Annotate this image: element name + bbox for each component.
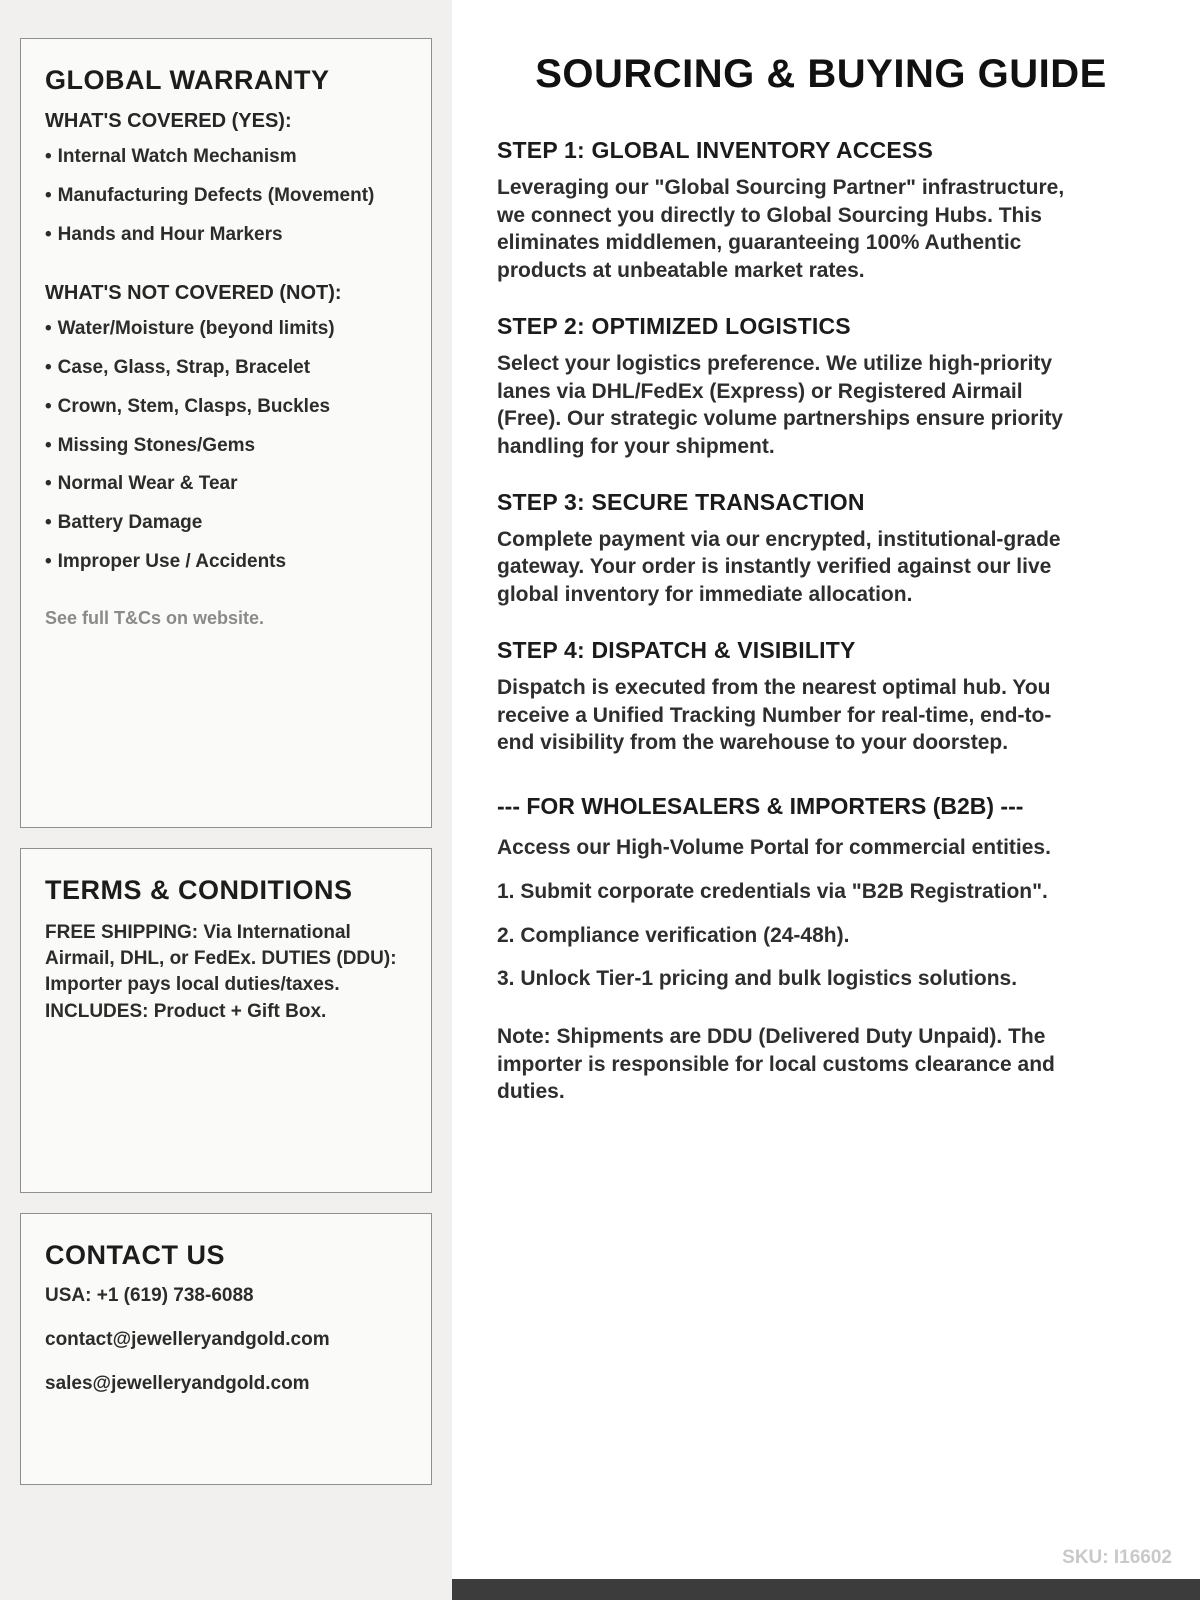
list-item xyxy=(45,395,407,419)
list-item xyxy=(45,472,407,496)
not-covered-item-text: Crown, Stem, Clasps, Buckles xyxy=(57,395,331,417)
bullet-icon: • xyxy=(45,512,52,533)
step-2-heading: STEP 2: OPTIMIZED LOGISTICS xyxy=(497,312,851,339)
contact-email: contact@jewelleryandgold.com xyxy=(45,1329,330,1350)
covered-item-text: Hands and Hour Markers xyxy=(57,223,283,245)
b2b-item-1: 1. Submit corporate credentials via "B2B Registration". xyxy=(497,879,1048,903)
step-4-heading: STEP 4: DISPATCH & VISIBILITY xyxy=(497,636,856,663)
bullet-icon: • xyxy=(45,550,52,572)
step-3-heading: STEP 3: SECURE TRANSACTION xyxy=(497,488,865,515)
bullet-icon: • xyxy=(45,223,52,245)
list-item xyxy=(45,434,407,458)
bullet-icon: • xyxy=(45,357,52,378)
b2b-heading: --- FOR WHOLESALERS & IMPORTERS (B2B) --- xyxy=(497,793,1024,820)
terms-body: FREE SHIPPING: Via International Airmail, DHL, or FedEx. DUTIES (DDU): Importer pays local duties/taxes. INCLUDES: Product + Gift Box. xyxy=(45,922,397,1022)
list-item xyxy=(45,550,407,574)
not-covered-item-text: Normal Wear & Tear xyxy=(57,473,238,495)
list-item xyxy=(45,511,407,535)
step-3 xyxy=(497,489,1097,609)
bullet-icon: • xyxy=(45,395,52,417)
not-covered-item-text: Water/Moisture (beyond limits) xyxy=(57,318,335,340)
contact-email-sales: sales@jewelleryandgold.com xyxy=(45,1373,310,1394)
warranty-title: GLOBAL WARRANTY xyxy=(45,65,330,95)
terms-title: TERMS & CONDITIONS xyxy=(45,875,353,905)
terms-card xyxy=(20,848,432,1193)
b2b-item-3: 3. Unlock Tier-1 pricing and bulk logistics solutions. xyxy=(497,967,1018,991)
step-3-body: Complete payment via our encrypted, institutional-grade gateway. Your order is instantly verified against our live global inventory for immediate allocation. xyxy=(497,527,1061,607)
sku-label: SKU: I16602 xyxy=(1062,1547,1172,1568)
step-1-body: Leveraging our "Global Sourcing Partner" infrastructure, we connect you directly to Global Sourcing Hubs. This eliminates middlemen, guaranteeing 100% Authentic products at unbeatable market rates. xyxy=(497,176,1065,283)
list-item xyxy=(45,223,407,247)
not-covered-item-text: Case, Glass, Strap, Bracelet xyxy=(57,357,311,378)
bullet-icon: • xyxy=(45,146,52,167)
contact-phone: USA: +1 (619) 738-6088 xyxy=(45,1285,254,1306)
b2b-section xyxy=(497,793,1145,1106)
bullet-icon: • xyxy=(45,184,52,206)
step-4-body: Dispatch is executed from the nearest optimal hub. You receive a Unified Tracking Number for real-time, end-to-end visibility from the warehouse to your doorstep. xyxy=(497,675,1052,755)
sidebar xyxy=(0,0,452,1600)
covered-item-text: Manufacturing Defects (Movement) xyxy=(57,184,375,206)
step-1 xyxy=(497,137,1097,285)
step-2 xyxy=(497,313,1097,461)
guide-section xyxy=(452,0,1200,1547)
contact-title: CONTACT US xyxy=(45,1240,225,1270)
ddu-note: Note: Shipments are DDU (Delivered Duty Unpaid). The importer is responsible for local customs clearance and duties. xyxy=(497,1024,1055,1104)
step-4 xyxy=(497,637,1097,757)
bullet-icon: • xyxy=(45,318,52,340)
list-item xyxy=(45,317,407,341)
step-2-body: Select your logistics preference. We utilize high-priority lanes via DHL/FedEx (Express) or Registered Airmail (Free). Our strategic volume partnerships ensure priority handling for your shipment. xyxy=(497,351,1063,459)
page-title: SOURCING & BUYING GUIDE xyxy=(535,52,1107,96)
covered-heading: WHAT'S COVERED (YES): xyxy=(45,110,292,132)
main-content xyxy=(452,0,1200,1600)
b2b-intro: Access our High-Volume Portal for commercial entities. xyxy=(497,836,1051,860)
footer-bar xyxy=(452,1579,1200,1600)
warranty-footnote: See full T&Cs on website. xyxy=(45,607,265,628)
not-covered-item-text: Missing Stones/Gems xyxy=(57,434,256,456)
covered-item-text: Internal Watch Mechanism xyxy=(57,146,297,167)
not-covered-item-text: Battery Damage xyxy=(57,512,203,533)
b2b-item-2: 2. Compliance verification (24-48h). xyxy=(497,923,850,947)
contact-card xyxy=(20,1213,432,1485)
not-covered-item-text: Improper Use / Accidents xyxy=(57,550,287,572)
bullet-icon: • xyxy=(45,434,52,456)
list-item xyxy=(45,356,407,380)
bullet-icon: • xyxy=(45,473,52,495)
list-item xyxy=(45,145,407,169)
list-item xyxy=(45,184,407,208)
step-1-heading: STEP 1: GLOBAL INVENTORY ACCESS xyxy=(497,137,934,163)
warranty-card xyxy=(20,38,432,828)
not-covered-heading: WHAT'S NOT COVERED (NOT): xyxy=(45,282,342,305)
